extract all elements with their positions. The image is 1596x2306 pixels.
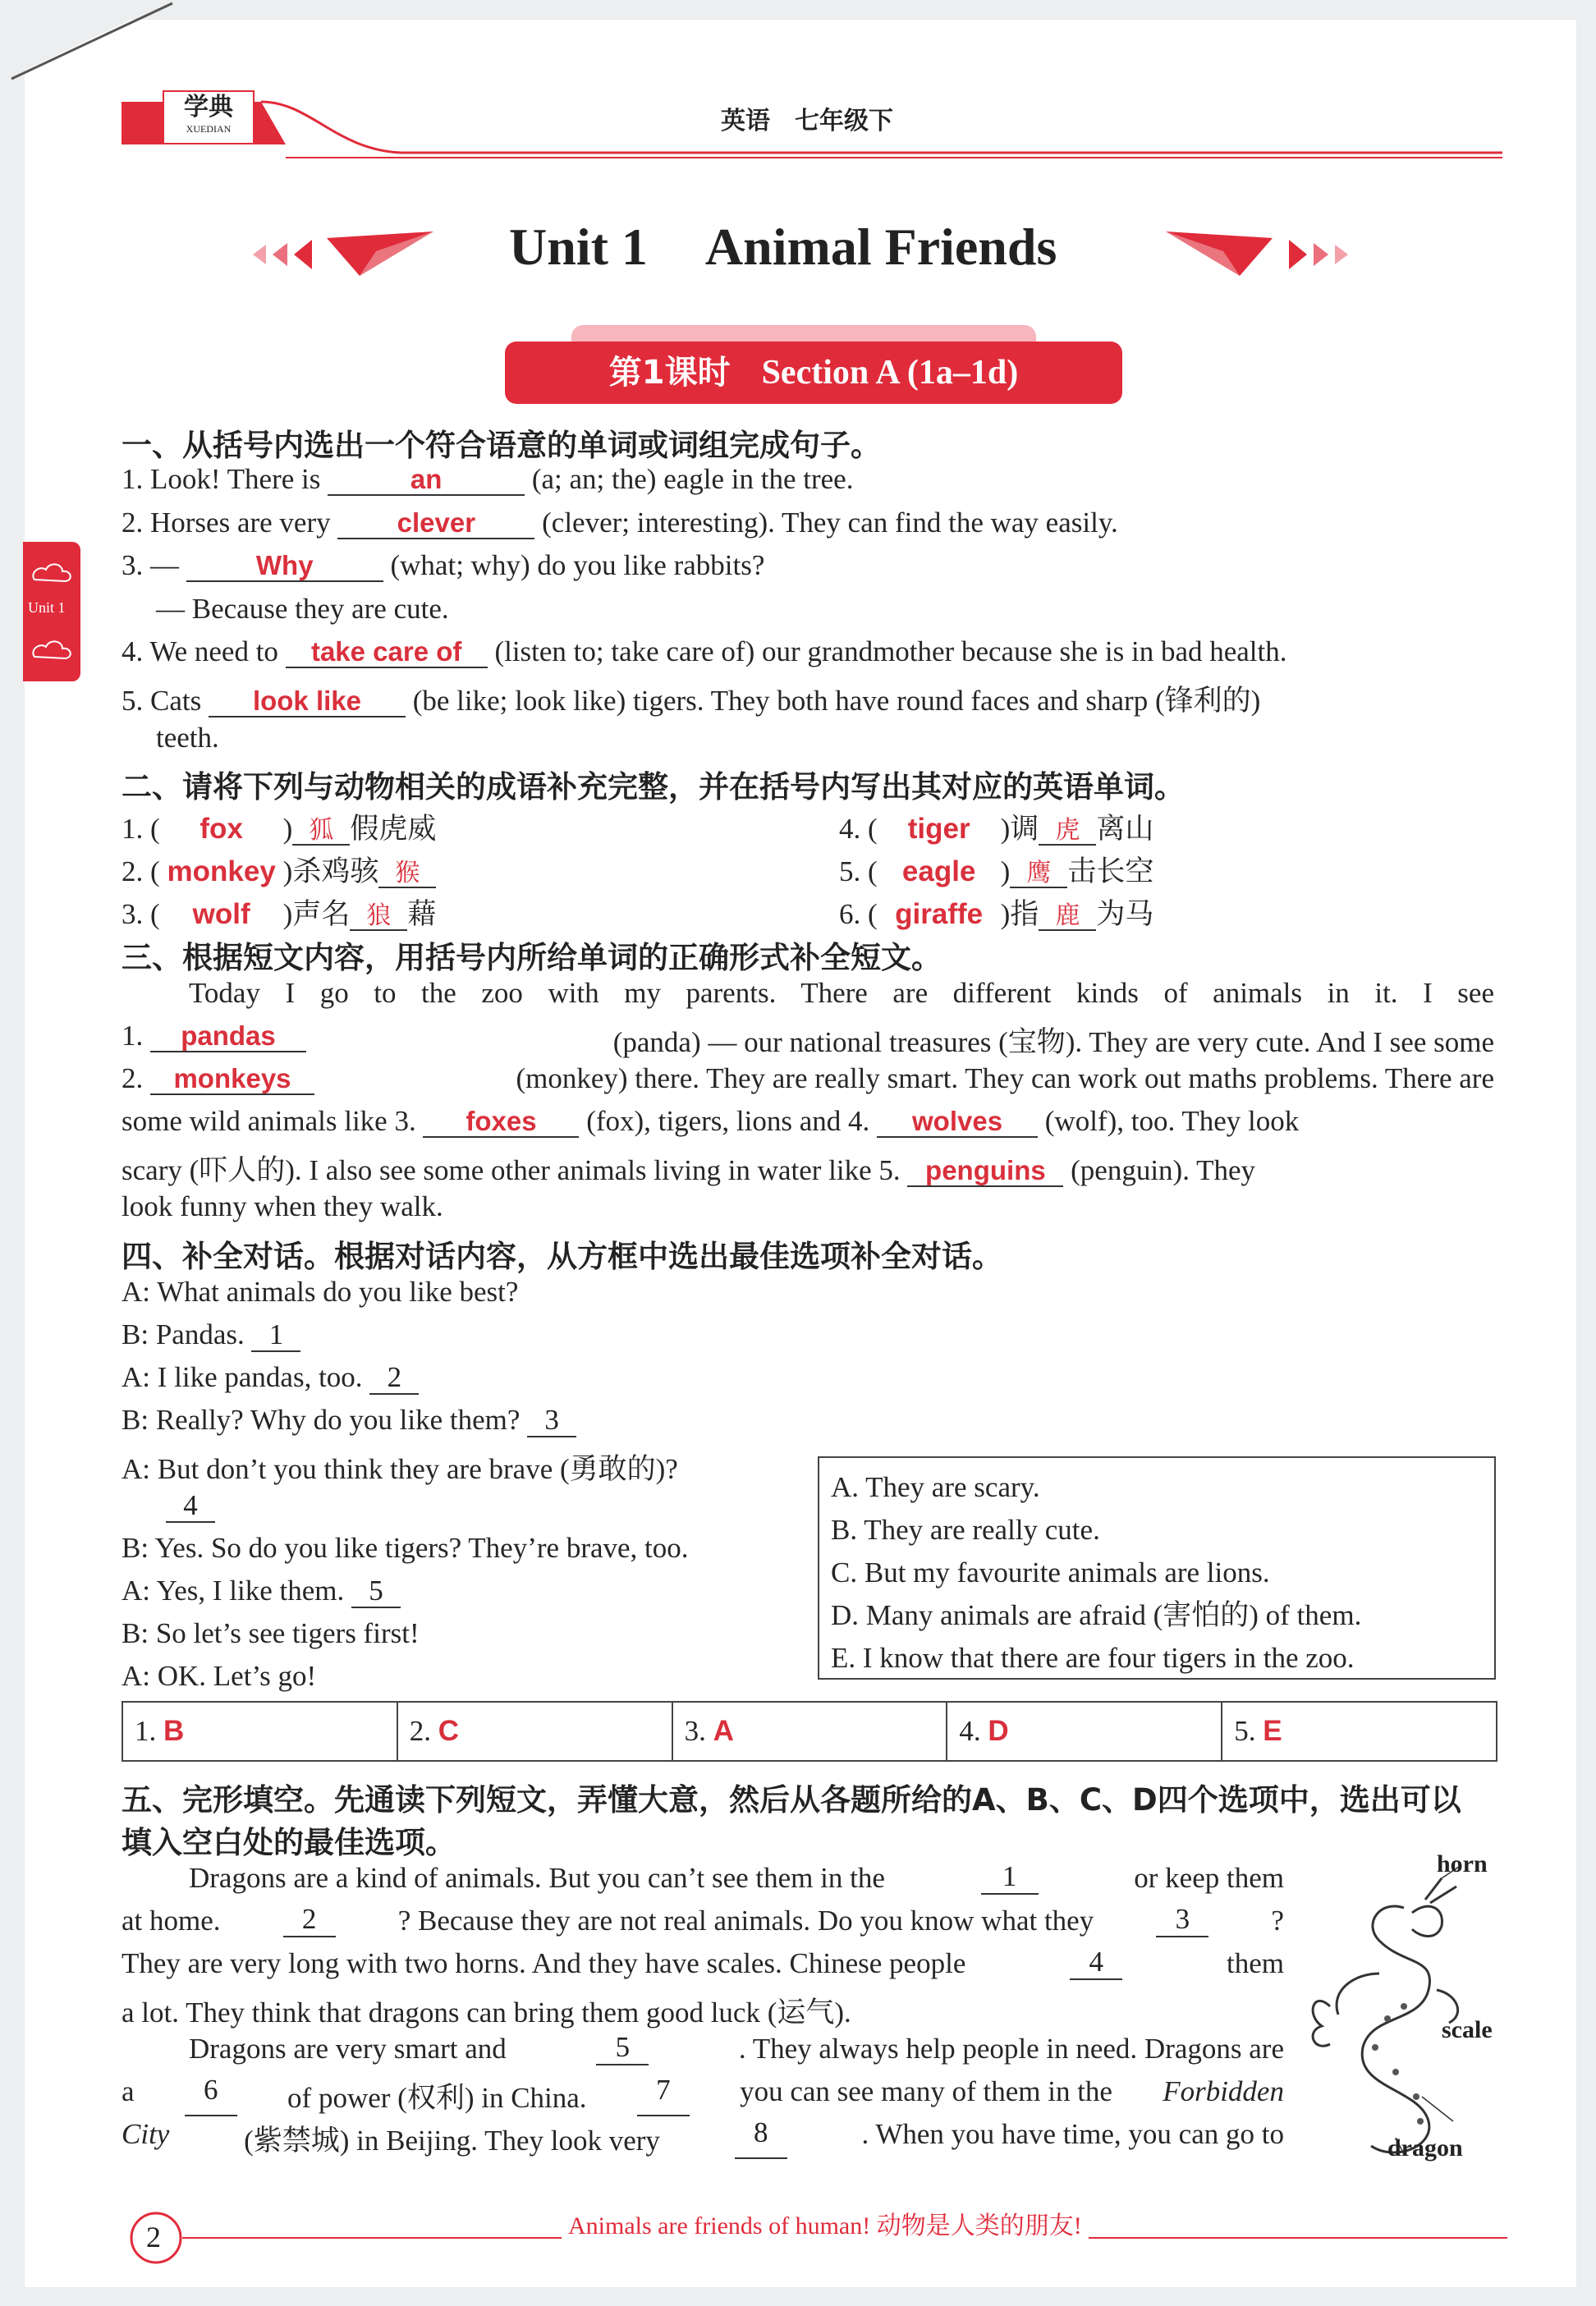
cloud-icon: [28, 557, 77, 589]
folded-corner: [0, 0, 181, 90]
s5-line-7: City (紫禁城) in Beijing. They look very 8 . When you have time, you can go to: [122, 2118, 1284, 2159]
option-e: E. I know that there are four tigers in the zoo.: [831, 1642, 1355, 1674]
s2-item-4: 4. ( tiger )调 虎 离山: [839, 813, 1154, 845]
dialog-line-4: B: Really? Why do you like them? 3: [122, 1404, 576, 1437]
dialog-line-2: B: Pandas. 1: [122, 1318, 300, 1352]
s2-item-5: 5. ( eagle ) 鹰 击长空: [839, 855, 1154, 887]
label-scale: scale: [1442, 2016, 1493, 2043]
s1-item-1: 1. Look! There is an (a; an; the) eagle in the tree.: [122, 463, 854, 495]
option-c: C. But my favourite animals are lions.: [831, 1556, 1270, 1589]
s5-line-1: Dragons are a kind of animals. But you can’t see them in the 1 or keep them: [189, 1860, 1284, 1894]
s2-item-6: 6. ( giraffe )指 鹿 为马: [839, 898, 1154, 930]
s3-line-2: 1. pandas (panda) — our national treasures (宝物). They are very cute. And I see some: [122, 1020, 1494, 1058]
label-horn: horn: [1437, 1850, 1488, 1877]
s5-line-6: a 6 of power (权利) in China. 7 you can see many of them in the Forbidden: [122, 2075, 1284, 2116]
logo-en: XUEDIAN: [186, 123, 232, 135]
s5-line-2: at home. 2 ? Because they are not real animals. Do you know what they 3 ?: [122, 1903, 1284, 1937]
lesson-section: Section A (1a–1d): [761, 354, 1019, 392]
s3-line-5: scary (吓人的). I also see some other animals living in water like 5. penguins (penguin). They: [122, 1154, 1255, 1186]
left-arrows-icon: [236, 222, 442, 287]
answer-blank: an: [328, 465, 525, 496]
dialog-line-9: B: So let’s see tigers first!: [122, 1617, 420, 1649]
answer-blank: wolves: [877, 1107, 1038, 1138]
logo-badge: [163, 90, 255, 144]
answer-blank: foxes: [423, 1107, 579, 1138]
answer-cell: 1. B: [123, 1703, 398, 1760]
logo-cn: 学典: [184, 93, 233, 121]
label-dragon: dragon: [1387, 2134, 1463, 2162]
s5-line-3: They are very long with two horns. And they have scales. Chinese people 4 them: [122, 1946, 1284, 1979]
answer-blank: monkeys: [150, 1065, 314, 1095]
answer-table: [122, 1701, 1497, 1762]
s1-item-2: 2. Horses are very clever (clever; interesting). They can find the way easily.: [122, 507, 1118, 539]
option-b: B. They are really cute.: [831, 1514, 1100, 1546]
s1-item-5-cont: teeth.: [156, 722, 219, 754]
option-d: D. Many animals are afraid (害怕的) of them.: [831, 1599, 1362, 1631]
section5-heading-2: 填入空白处的最佳选项。: [122, 1825, 456, 1860]
dialog-line-1: A: What animals do you like best?: [122, 1276, 519, 1308]
s2-item-1: 1. ( fox ) 狐 假虎威: [122, 813, 437, 845]
s5-line-5: Dragons are very smart and 5 . They always help people in need. Dragons are: [189, 2031, 1284, 2065]
section4-heading: 四、补全对话。根据对话内容，从方框中选出最佳选项补全对话。: [122, 1239, 1002, 1274]
dialog-line-6: 4: [166, 1489, 215, 1523]
s3-line-6: look funny when they walk.: [122, 1190, 443, 1222]
right-arrows-icon: [1158, 222, 1371, 287]
s3-line-3: 2. monkeys (monkey) there. They are really smart. They can work out maths problems. There are: [122, 1062, 1494, 1094]
answer-blank: clever: [337, 509, 534, 539]
dialog-line-3: A: I like pandas, too. 2: [122, 1361, 419, 1395]
answer-cell: 2. C: [398, 1703, 673, 1760]
dialog-line-5: A: But don’t you think they are brave (勇敢的)?: [122, 1453, 678, 1485]
side-tab: [23, 542, 80, 681]
cloud-icon: [28, 634, 77, 667]
option-a: A. They are scary.: [831, 1471, 1040, 1503]
lesson-banner: [505, 342, 1122, 404]
s3-line-4: some wild animals like 3. foxes (fox), tigers, lions and 4. wolves (wolf), too. They look: [122, 1105, 1300, 1137]
dialog-line-8: A: Yes, I like them. 5: [122, 1575, 401, 1608]
answer-cell: 4. D: [947, 1703, 1222, 1760]
section3-heading: 三、根据短文内容，用括号内所给单词的正确形式补全短文。: [122, 940, 942, 975]
answer-blank: pandas: [150, 1022, 306, 1052]
page-number: 2: [146, 2221, 161, 2253]
unit-name: Animal Friends: [704, 218, 1057, 276]
answer-cell: 5. E: [1234, 1715, 1282, 1747]
s1-item-4: 4. We need to take care of (listen to; take care of) our grandmother because she is in bad health.: [122, 635, 1287, 667]
subject-title: 英语 七年级下: [721, 107, 893, 135]
header: [122, 85, 1502, 167]
footer-motto: Animals are friends of human! 动物是人类的朋友!: [562, 2205, 1089, 2241]
answer-blank: Why: [186, 552, 383, 582]
unit-number: Unit 1: [509, 218, 648, 276]
side-tab-label: Unit 1: [28, 599, 66, 616]
dragon-icon: [1281, 1850, 1486, 2171]
answer-blank: look like: [209, 687, 406, 717]
s5-line-4: a lot. They think that dragons can bring them good luck (运气).: [122, 1997, 851, 2029]
s1-item-3: 3. — Why (what; why) do you like rabbits?: [122, 549, 765, 581]
s2-item-3: 3. ( wolf )声名 狼 藉: [122, 898, 437, 930]
section5-heading-1: 五、完形填空。先通读下列短文，弄懂大意，然后从各题所给的A、B、C、D四个选项中，选出可以: [122, 1782, 1461, 1818]
dialog-line-10: A: OK. Let’s go!: [122, 1660, 317, 1692]
s3-line-1: Today I go to the zoo with my parents. There are different kinds of animals in it. I see: [189, 977, 1494, 1009]
footer: [128, 2205, 1507, 2271]
dialog-line-7: B: Yes. So do you like tigers? They’re brave, too.: [122, 1532, 689, 1564]
answer-blank: penguins: [907, 1157, 1063, 1187]
s1-item-5: 5. Cats look like (be like; look like) tigers. They both have round faces and sharp (锋利的): [122, 685, 1261, 717]
s1-item-3-reply: — Because they are cute.: [156, 593, 449, 625]
dragon-illustration: [1281, 1850, 1502, 2171]
textbook-page: [25, 20, 1576, 2287]
section2-heading: 二、请将下列与动物相关的成语补充完整，并在括号内写出其对应的英语单词。: [122, 769, 1185, 805]
answer-blank: take care of: [286, 638, 488, 668]
lesson-number: 第1课时: [608, 354, 731, 392]
s2-item-2: 2. ( monkey )杀鸡骇 猴: [122, 849, 436, 890]
section1-heading: 一、从括号内选出一个符合语意的单词或词组完成句子。: [122, 428, 881, 463]
options-box: [818, 1456, 1496, 1680]
answer-cell: 3. A: [673, 1703, 948, 1760]
unit-title: [509, 217, 1057, 277]
